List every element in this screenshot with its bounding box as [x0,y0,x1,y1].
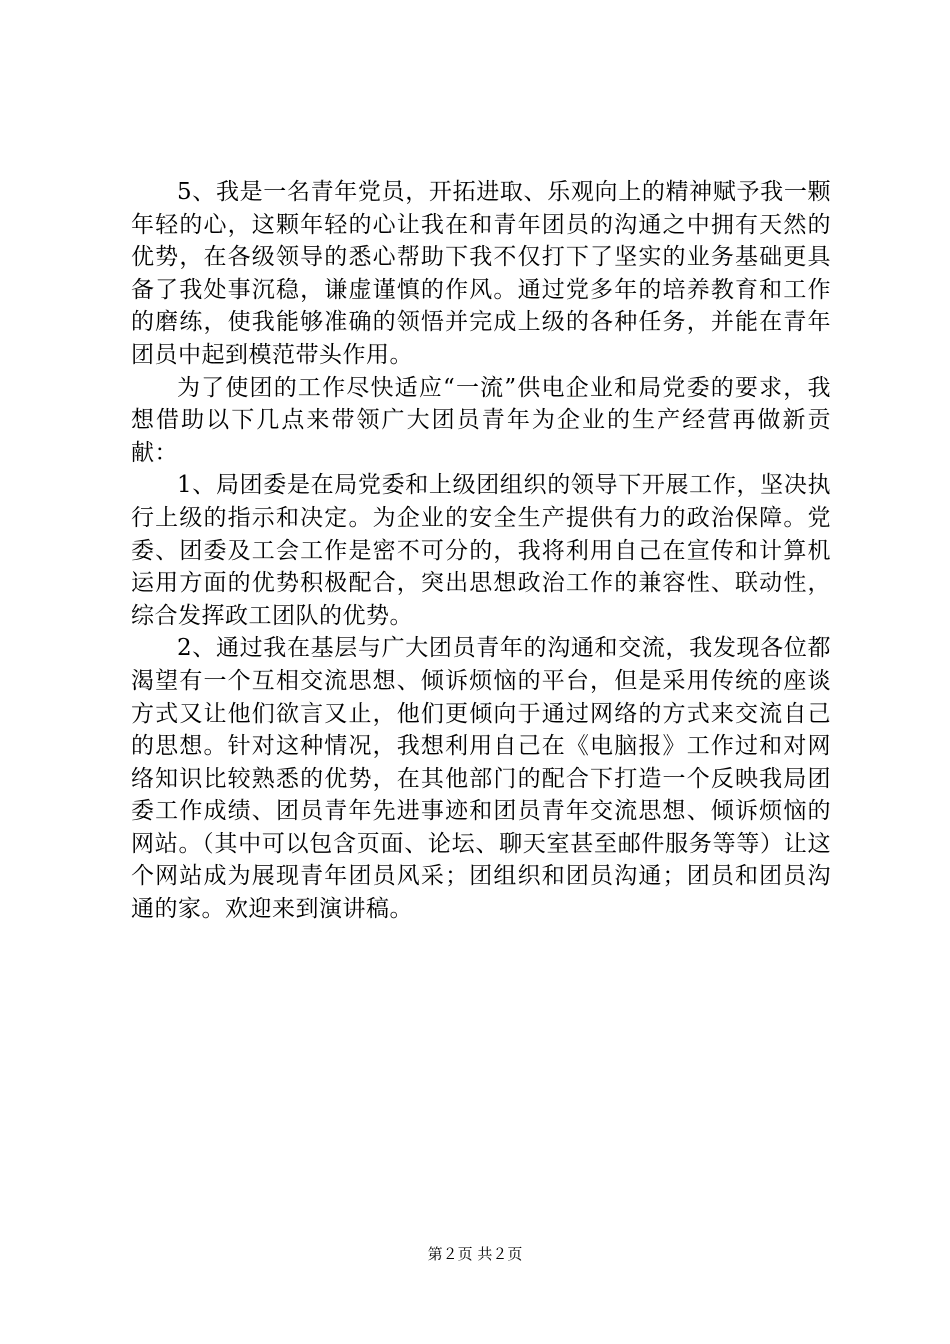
paragraph-point-2: 2、通过我在基层与广大团员青年的沟通和交流，我发现各位都渴望有一个互相交流思想、倾诉烦恼的平台，但是采用传统的座谈方式又让他们欲言又止，他们更倾向于通过网络的方式来交流自己的思想。针对这种情况，我想利用自己在《电脑报》工作过和对网络知识比较熟悉的优势，在其他部门的配合下打造一个反映我局团委工作成绩、团员青年先进事迹和团员青年交流思想、倾诉烦恼的网站。（其中可以包含页面、论坛、聊天室甚至邮件服务等等）让这个网站成为展现青年团员风采；团组织和团员沟通；团员和团员沟通的家。欢迎来到演讲稿。 [131,635,831,923]
paragraph-intro: 为了使团的工作尽快适应“一流”供电企业和局党委的要求，我想借助以下几点来带领广大团员青年为企业的生产经营再做新贡献： [131,374,831,466]
paragraph-item-5: 5、我是一名青年党员，开拓进取、乐观向上的精神赋予我一颗年轻的心，这颗年轻的心让我在和青年团员的沟通之中拥有天然的优势，在各级领导的悉心帮助下我不仅打下了坚实的业务基础更具备了我处事沉稳，谦虚谨慎的作风。通过党多年的培养教育和工作的磨练，使我能够准确的领悟并完成上级的各种任务，并能在青年团员中起到模范带头作用。 [131,179,831,368]
document-body [131,176,831,926]
paragraph-point-1: 1、局团委是在局党委和上级团组织的领导下开展工作，坚决执行上级的指示和决定。为企业的安全生产提供有力的政治保障。党委、团委及工会工作是密不可分的，我将利用自己在宣传和计算机运用方面的优势积极配合，突出思想政治工作的兼容性、联动性，综合发挥政工团队的优势。 [131,472,831,629]
page-footer: 第２页 共２页 [427,1245,523,1263]
